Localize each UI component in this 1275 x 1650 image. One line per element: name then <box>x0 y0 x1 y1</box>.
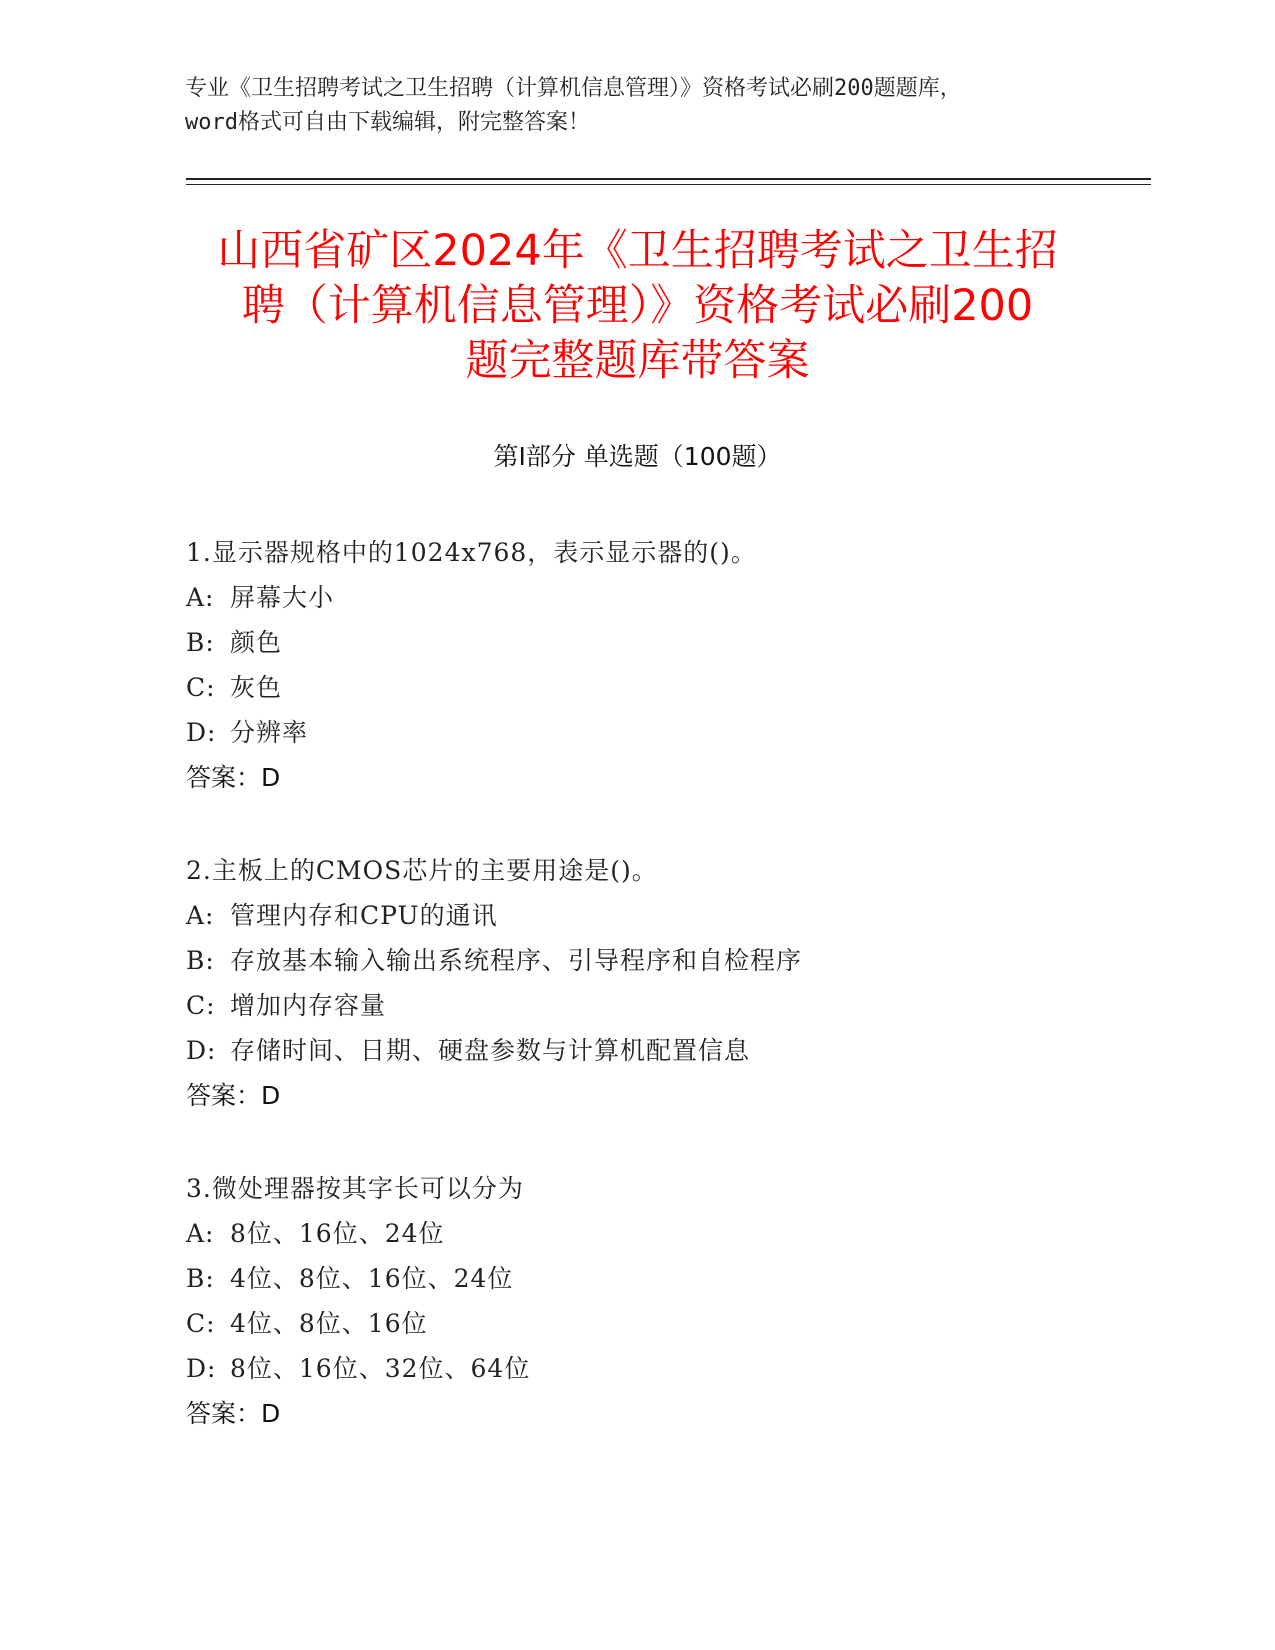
header-note <box>185 72 1085 140</box>
option-letter: C: <box>186 991 216 1020</box>
option-c <box>186 983 1086 1028</box>
answer-line: 答案：D <box>186 763 281 792</box>
option-c <box>186 1301 1086 1346</box>
question-stem: 3.微处理器按其字长可以分为 <box>186 1174 524 1203</box>
option-text: 增加内存容量 <box>230 991 387 1020</box>
option-text: 分辨率 <box>230 718 309 747</box>
option-c <box>186 665 1086 710</box>
header-note-line-1: 专业《卫生招聘考试之卫生招聘（计算机信息管理）》资格考试必刷200题题库， <box>185 76 962 101</box>
document-title-line-3: 题完整题库带答案 <box>465 336 810 386</box>
option-letter: D: <box>186 1036 217 1065</box>
option-letter: B: <box>186 628 215 657</box>
option-b <box>186 1256 1086 1301</box>
option-b <box>186 938 1086 983</box>
option-a <box>186 893 1086 938</box>
option-text: 屏幕大小 <box>230 583 335 612</box>
option-text: 灰色 <box>230 673 283 702</box>
option-letter: C: <box>186 673 216 702</box>
option-text: 颜色 <box>230 628 283 657</box>
question-3 <box>186 1166 1086 1436</box>
option-text: 存放基本输入输出系统程序、引导程序和自检程序 <box>230 946 803 975</box>
option-d <box>186 1028 1086 1073</box>
header-note-line-2: word格式可自由下载编辑，附完整答案！ <box>185 110 590 135</box>
option-d <box>186 710 1086 755</box>
option-a <box>186 1211 1086 1256</box>
option-text: 4位、8位、16位、24位 <box>230 1264 514 1293</box>
question-1 <box>186 530 1086 800</box>
question-stem: 1.显示器规格中的1024x768，表示显示器的()。 <box>186 538 757 567</box>
option-text: 8位、16位、24位 <box>230 1219 445 1248</box>
section-title: 第I部分 单选题（100题） <box>493 442 782 471</box>
option-a <box>186 575 1086 620</box>
document-title-line-1: 山西省矿区2024年《卫生招聘考试之卫生招 <box>217 226 1058 276</box>
option-text: 管理内存和CPU的通讯 <box>230 901 498 930</box>
option-d <box>186 1346 1086 1391</box>
question-2 <box>186 848 1086 1118</box>
document-title <box>160 224 1115 389</box>
header-divider-thin <box>186 184 1151 185</box>
option-b <box>186 620 1086 665</box>
option-letter: B: <box>186 1264 215 1293</box>
answer-line: 答案：D <box>186 1081 281 1110</box>
option-letter: A: <box>186 901 215 930</box>
option-text: 8位、16位、32位、64位 <box>230 1354 531 1383</box>
answer-line: 答案：D <box>186 1399 281 1428</box>
option-letter: D: <box>186 1354 217 1383</box>
option-letter: A: <box>186 1219 215 1248</box>
option-letter: A: <box>186 583 215 612</box>
header-divider-thick <box>186 178 1151 180</box>
option-text: 4位、8位、16位 <box>230 1309 428 1338</box>
option-letter: D: <box>186 718 217 747</box>
document-title-line-2: 聘（计算机信息管理）》资格考试必刷200 <box>241 281 1034 331</box>
question-list <box>186 530 1086 1484</box>
option-letter: B: <box>186 946 215 975</box>
question-stem: 2.主板上的CMOS芯片的主要用途是()。 <box>186 856 658 885</box>
option-text: 存储时间、日期、硬盘参数与计算机配置信息 <box>230 1036 751 1065</box>
option-letter: C: <box>186 1309 216 1338</box>
